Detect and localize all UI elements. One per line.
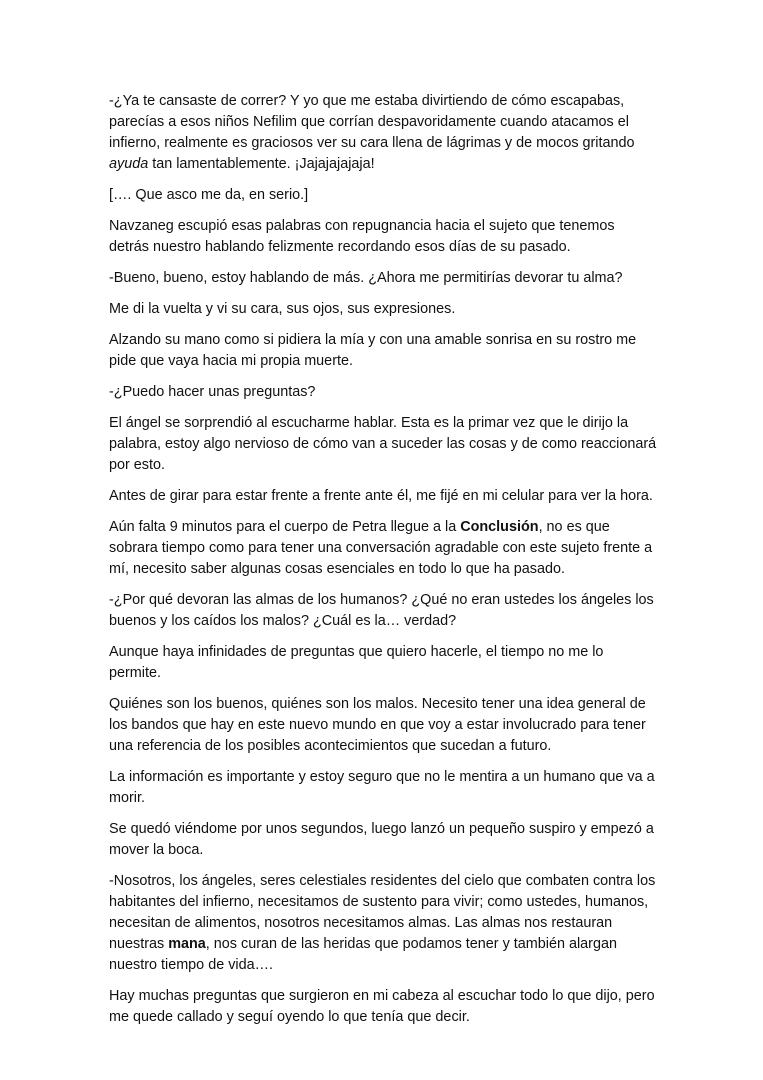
paragraph-17-text: Hay muchas preguntas que surgieron en mi cabeza al escuchar todo lo que dijo, pero me quede callado y seguí oyendo lo que tenía que decir. [109,988,655,1025]
paragraph-16-part-3: , nos curan de las heridas que podamos tener y también alargan nuestro tiempo de vida…. [109,936,617,973]
paragraph-14 [109,767,657,809]
paragraph-10 [109,517,657,580]
paragraph-5-text: Me di la vuelta y vi su cara, sus ojos, sus expresiones. [109,301,456,317]
paragraph-9 [109,486,657,507]
paragraph-6 [109,330,657,372]
paragraph-15 [109,819,657,861]
paragraph-17 [109,986,657,1028]
paragraph-4 [109,268,657,289]
paragraph-15-text: Se quedó viéndome por unos segundos, luego lanzó un pequeño suspiro y empezó a mover la boca. [109,821,654,858]
paragraph-3-text: Navzaneg escupió esas palabras con repugnancia hacia el sujeto que tenemos detrás nuestro hablando felizmente recordando esos días de su pasado. [109,218,615,255]
paragraph-13-text: Quiénes son los buenos, quiénes son los malos. Necesito tener una idea general de los bandos que hay en este nuevo mundo en que voy a estar involucrado para tener una referencia de los posibles acontecimientos que sucedan a futuro. [109,696,646,754]
paragraph-9-text: Antes de girar para estar frente a frente ante él, me fijé en mi celular para ver la hora. [109,488,653,504]
paragraph-2 [109,185,657,206]
paragraph-13 [109,694,657,757]
paragraph-12 [109,642,657,684]
paragraph-3 [109,216,657,258]
paragraph-12-text: Aunque haya infinidades de preguntas que quiero hacerle, el tiempo no me lo permite. [109,644,604,681]
paragraph-1-italic-word: ayuda [109,156,149,172]
paragraph-11 [109,590,657,632]
paragraph-14-text: La información es importante y estoy seguro que no le mentira a un humano que va a morir. [109,769,655,806]
paragraph-2-text: […. Que asco me da, en serio.] [109,187,309,203]
paragraph-8-text: El ángel se sorprendió al escucharme hablar. Esta es la primar vez que le dirijo la palabra, estoy algo nervioso de cómo van a suceder las cosas y de como reaccionará por esto. [109,415,657,473]
paragraph-1-part-1: -¿Ya te cansaste de correr? Y yo que me estaba divirtiendo de cómo escapabas, parecías a esos niños Nefilim que corrían despavoridamente cuando atacamos el infierno, realmente es graciosos ver su cara llena de lágrimas y de mocos gritando [109,93,635,151]
paragraph-1 [109,91,657,175]
paragraph-8 [109,413,657,476]
paragraph-11-text: -¿Por qué devoran las almas de los humanos? ¿Qué no eran ustedes los ángeles los buenos y los caídos los malos? ¿Cuál es la… verdad? [109,592,654,629]
document-page [109,91,657,1038]
paragraph-7 [109,382,657,403]
paragraph-16-bold-word: mana [168,936,206,952]
paragraph-1-part-3: tan lamentablemente. ¡Jajajajajaja! [148,156,375,172]
paragraph-10-part-3: , no es que sobrara tiempo como para tener una conversación agradable con este sujeto frente a mí, necesito saber algunas cosas esenciales en todo lo que ha pasado. [109,519,653,577]
paragraph-10-part-1: Aún falta 9 minutos para el cuerpo de Petra llegue a la [109,519,461,535]
paragraph-16 [109,871,657,976]
paragraph-5 [109,299,657,320]
paragraph-7-text: -¿Puedo hacer unas preguntas? [109,384,316,400]
paragraph-16-part-1: -Nosotros, los ángeles, seres celestiales residentes del cielo que combaten contra los habitantes del infierno, necesitamos de sustento para vivir; como ustedes, humanos, necesitan de alimentos, nosotros necesitamos almas. Las almas nos restauran nuestras [109,873,656,952]
paragraph-4-text: -Bueno, bueno, estoy hablando de más. ¿Ahora me permitirías devorar tu alma? [109,270,623,286]
paragraph-10-bold-word: Conclusión [460,519,539,535]
paragraph-6-text: Alzando su mano como si pidiera la mía y con una amable sonrisa en su rostro me pide que vaya hacia mi propia muerte. [109,332,637,369]
